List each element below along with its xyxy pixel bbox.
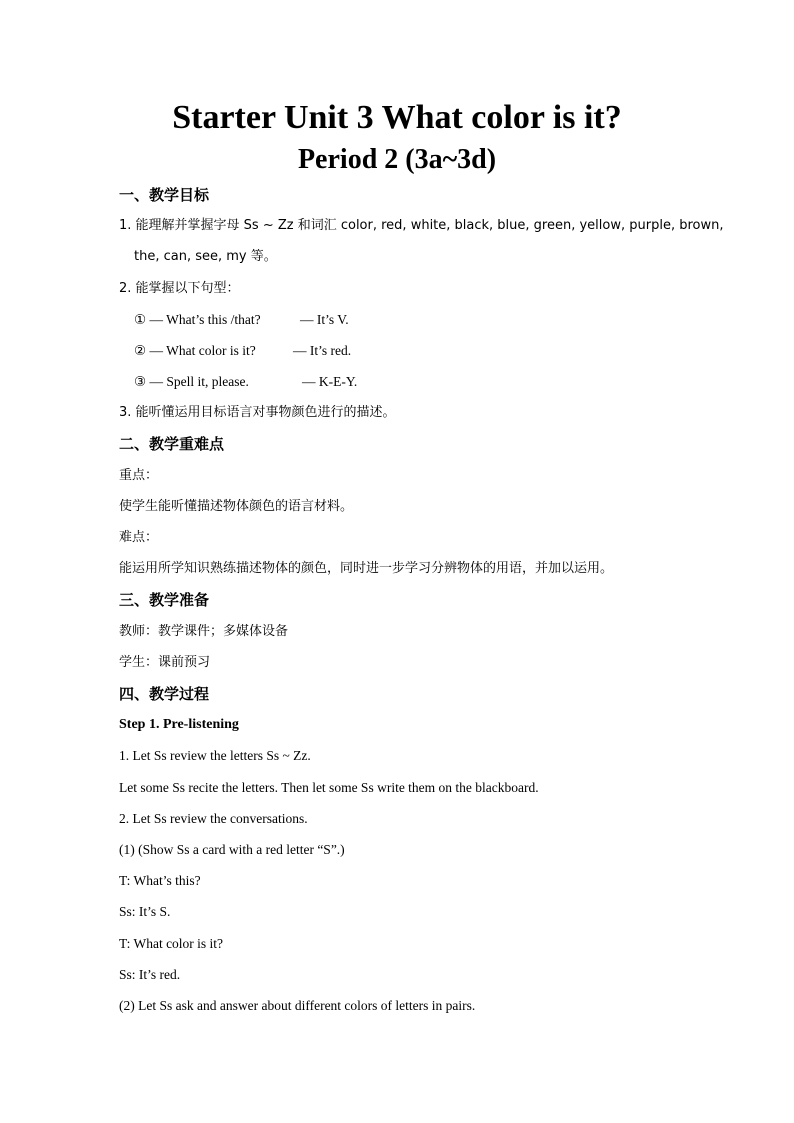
page-subtitle: Period 2 (3a~3d) <box>297 144 497 175</box>
difficult-point-label: 难点： <box>119 530 159 545</box>
difficult-point-text: 能运用所学知识熟练描述物体的颜色，同时进一步学习分辨物体的用语，并加以运用。 <box>119 561 614 576</box>
objective-2: 2. 能掌握以下句型： <box>119 281 240 296</box>
process-line: 2. Let Ss review the conversations. <box>119 811 308 826</box>
process-line: Let some Ss recite the letters. Then let some Ss write them on the blackboard. <box>119 780 539 795</box>
objective-3: 3. 能听懂运用目标语言对事物颜色进行的描述。 <box>119 405 396 420</box>
key-point-label: 重点： <box>119 468 159 483</box>
section-heading-preparation: 三、教学准备 <box>119 591 210 609</box>
section-heading-process: 四、教学过程 <box>119 685 210 703</box>
section-heading-key-points: 二、教学重难点 <box>119 435 225 453</box>
teacher-preparation: 教师：教学课件；多媒体设备 <box>119 624 289 639</box>
student-preparation: 学生：课前预习 <box>119 655 211 670</box>
objective-1-line-1: 1. 能理解并掌握字母 Ss ~ Zz 和词汇 color, red, white, black, blue, green, yellow, purple, brown, <box>119 218 724 233</box>
key-point-text: 使学生能听懂描述物体颜色的语言材料。 <box>119 499 354 514</box>
process-line: Ss: It’s red. <box>119 967 181 982</box>
process-line: Ss: It’s S. <box>119 904 171 919</box>
process-line: 1. Let Ss review the letters Ss ~ Zz. <box>119 748 311 763</box>
process-line: (1) (Show Ss a card with a red letter “S”.) <box>119 842 345 857</box>
process-line: T: What color is it? <box>119 936 224 951</box>
objective-1-line-2: the, can, see, my 等。 <box>134 249 277 264</box>
pattern-3-answer: — K-E-Y. <box>302 374 358 389</box>
pattern-2-answer: — It’s red. <box>293 343 352 358</box>
process-line: (2) Let Ss ask and answer about different colors of letters in pairs. <box>119 998 476 1013</box>
pattern-1-answer: — It’s V. <box>300 312 349 327</box>
step-1-heading: Step 1. Pre-listening <box>119 717 239 732</box>
pattern-2-question: ② — What color is it? <box>134 343 256 358</box>
pattern-3-question: ③ — Spell it, please. <box>134 374 249 389</box>
section-heading-objectives: 一、教学目标 <box>119 186 210 204</box>
page-title: Starter Unit 3 What color is it? <box>172 99 622 136</box>
pattern-1-question: ① — What’s this /that? <box>134 312 261 327</box>
process-line: T: What’s this? <box>119 873 201 888</box>
